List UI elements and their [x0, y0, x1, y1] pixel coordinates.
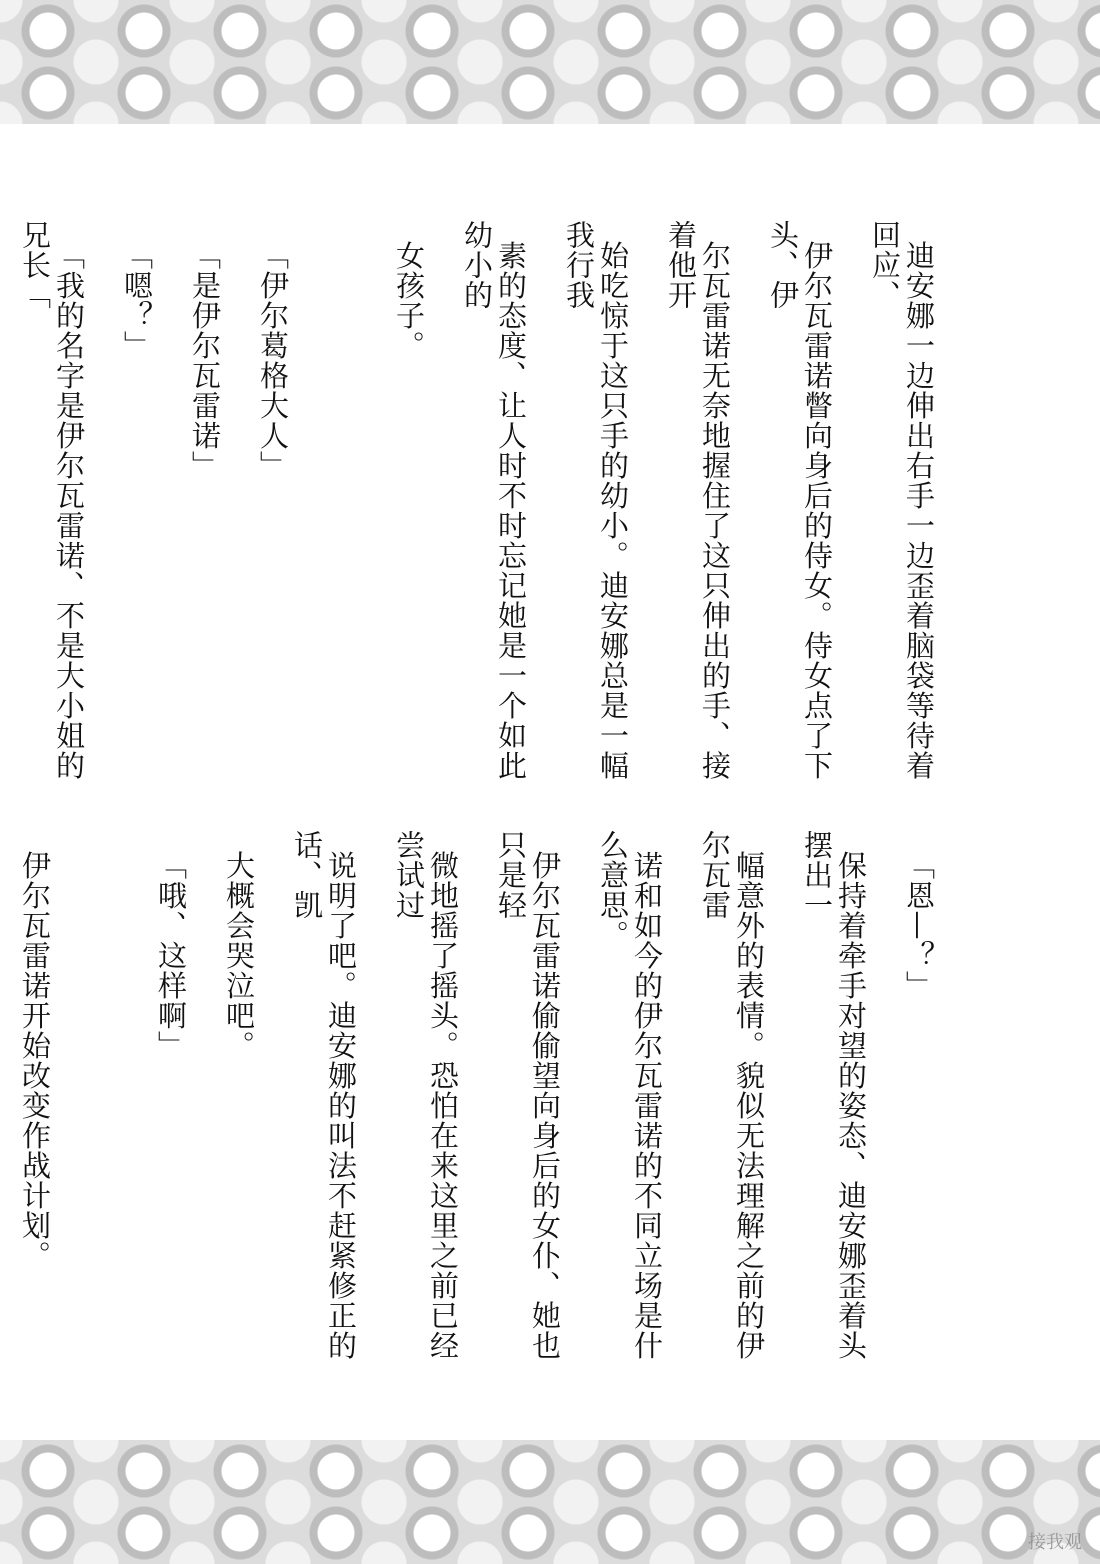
text-line: 伊尔瓦雷诺开始改变作战计划。: [18, 850, 52, 1271]
text-line: 保持着牵手对望的姿态、迪安娜歪着头摆出一: [800, 830, 868, 1361]
text-line: 幅意外的表情。貌似无法理解之前的伊尔瓦雷: [698, 830, 766, 1361]
text-line: 迪安娜一边伸出右手一边歪着脑袋等待着回应、: [868, 220, 936, 781]
text-line: 「我的名字是伊尔瓦雷诺、不是大小姐的兄长「: [18, 220, 86, 781]
text-line: 始吃惊于这只手的幼小。迪安娜总是一幅我行我: [562, 220, 630, 781]
text-line: 女孩子。: [392, 240, 426, 361]
watermark: 接我观: [1028, 1532, 1082, 1553]
text-line: 「哦、这样啊」: [154, 850, 188, 1061]
text-line: 微地摇了摇头。恐怕在来这里之前已经尝试过: [392, 830, 460, 1361]
text-line: 伊尔瓦雷诺瞥向身后的侍女。侍女点了下头、伊: [766, 220, 834, 781]
text-line: 「恩—？」: [902, 850, 936, 1001]
text-line: 「嗯？」: [120, 240, 154, 361]
text-line: 尔瓦雷诺无奈地握住了这只伸出的手、接着他开: [664, 220, 732, 781]
upper-text-column: [18, 220, 970, 810]
lower-text-column: [18, 830, 970, 1390]
text-line: 诺和如今的伊尔瓦雷诺的不同立场是什么意思。: [596, 830, 664, 1361]
text-line: 说明了吧。迪安娜的叫法不赶紧修正的话、凯: [290, 830, 358, 1361]
text-line: 「是伊尔瓦雷诺」: [188, 240, 222, 481]
decorative-border-top: [0, 0, 1100, 124]
text-line: 伊尔瓦雷诺偷偷望向身后的女仆、她也只是轻: [494, 830, 562, 1361]
decorative-border-bottom: [0, 1440, 1100, 1564]
text-line: 素的态度、让人时不时忘记她是一个如此幼小的: [460, 220, 528, 781]
text-line: 「伊尔葛格大人」: [256, 240, 290, 481]
text-line: 大概会哭泣吧。: [222, 850, 256, 1061]
